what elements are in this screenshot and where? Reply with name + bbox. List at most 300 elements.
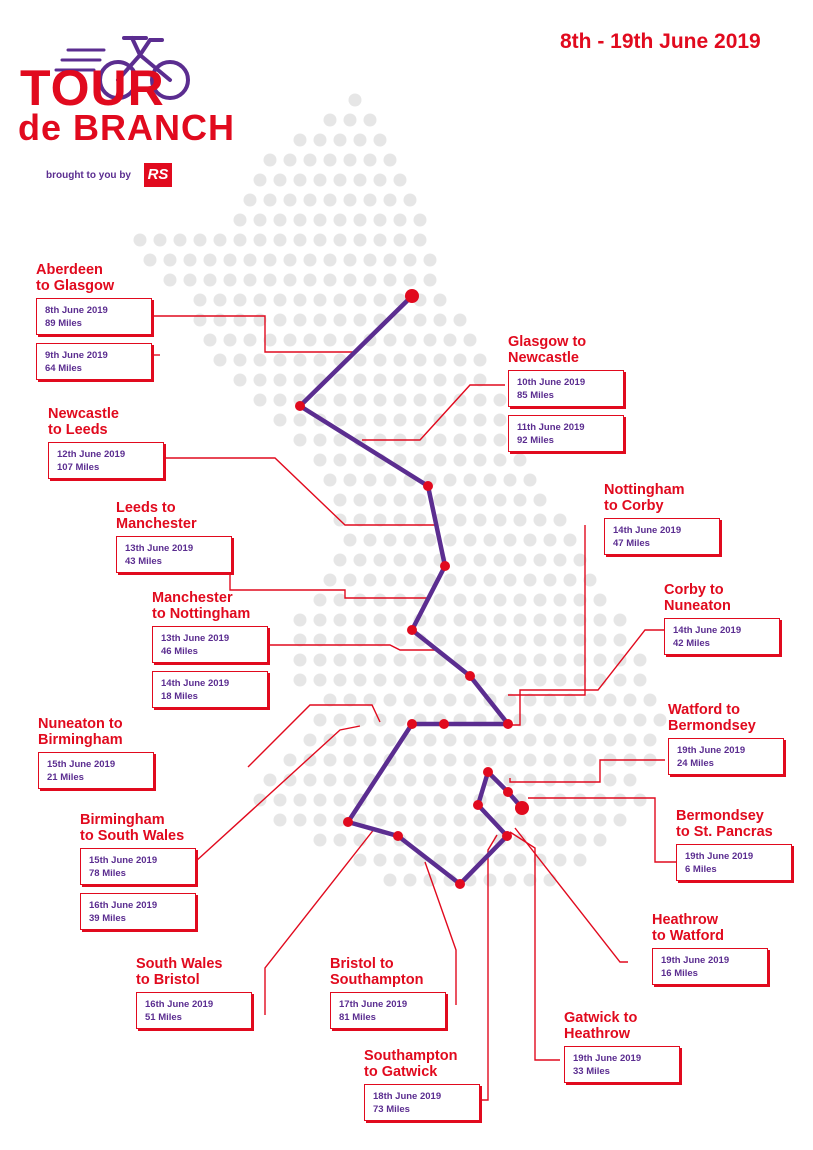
- map-dot: [334, 394, 347, 407]
- stage-title: South Wales to Bristol: [136, 956, 223, 988]
- stop-marker: [439, 719, 449, 729]
- map-dot: [494, 494, 507, 507]
- map-dot: [394, 494, 407, 507]
- map-dot: [514, 554, 527, 567]
- map-dot: [334, 834, 347, 847]
- stage-date: 13th June 2019: [161, 633, 230, 644]
- map-dot: [374, 494, 387, 507]
- map-dot: [374, 294, 387, 307]
- map-dot: [364, 274, 377, 287]
- map-dot: [214, 234, 227, 247]
- stage-day-box: [330, 992, 446, 1029]
- map-dot: [454, 514, 467, 527]
- map-dot: [384, 274, 397, 287]
- map-dot: [354, 654, 367, 667]
- map-dot: [274, 414, 287, 427]
- map-dot: [514, 654, 527, 667]
- map-dot: [614, 794, 627, 807]
- map-dot: [384, 254, 397, 267]
- map-dot: [254, 214, 267, 227]
- map-dot: [294, 794, 307, 807]
- map-dot: [414, 794, 427, 807]
- leader-line: [515, 828, 628, 962]
- map-dot: [244, 254, 257, 267]
- map-dot: [374, 614, 387, 627]
- map-dot: [474, 494, 487, 507]
- map-dot: [404, 774, 417, 787]
- map-dot: [274, 814, 287, 827]
- map-dot: [634, 714, 647, 727]
- map-dot: [564, 574, 577, 587]
- map-dot: [364, 154, 377, 167]
- map-dot: [544, 754, 557, 767]
- map-dot: [354, 854, 367, 867]
- stage-nottingham-corby: [604, 482, 720, 555]
- map-dot: [444, 334, 457, 347]
- map-dot: [374, 854, 387, 867]
- stage-miles: 85 Miles: [517, 390, 554, 401]
- stage-date: 15th June 2019: [47, 759, 116, 770]
- map-dot: [474, 814, 487, 827]
- map-dot: [514, 814, 527, 827]
- map-dot: [354, 494, 367, 507]
- map-dot: [314, 614, 327, 627]
- map-dot: [554, 674, 567, 687]
- map-dot: [364, 254, 377, 267]
- map-dot: [514, 614, 527, 627]
- stage-date: 13th June 2019: [125, 543, 194, 554]
- map-dot: [244, 194, 257, 207]
- map-dot: [434, 434, 447, 447]
- map-dot: [344, 114, 357, 127]
- map-dot: [434, 354, 447, 367]
- map-dot: [454, 834, 467, 847]
- stage-title: Southampton to Gatwick: [364, 1048, 458, 1080]
- stop-marker: [503, 719, 513, 729]
- map-dot: [354, 354, 367, 367]
- map-dot: [594, 814, 607, 827]
- map-dot: [294, 354, 307, 367]
- stage-miles: 89 Miles: [45, 318, 82, 329]
- map-dot: [584, 734, 597, 747]
- map-dot: [274, 354, 287, 367]
- map-dot: [254, 354, 267, 367]
- stage-date: 11th June 2019: [517, 422, 585, 433]
- map-dot: [314, 834, 327, 847]
- map-dot: [454, 414, 467, 427]
- map-dot: [484, 734, 497, 747]
- map-dot: [434, 494, 447, 507]
- stage-watford-bermondsey: [668, 702, 784, 775]
- map-dot: [644, 694, 657, 707]
- map-dot: [314, 654, 327, 667]
- map-dot: [314, 674, 327, 687]
- map-dot: [384, 574, 397, 587]
- map-dot: [514, 514, 527, 527]
- logo-title-de-branch: de BRANCH: [18, 107, 236, 148]
- map-dot: [474, 634, 487, 647]
- map-dot: [444, 734, 457, 747]
- map-dot: [224, 254, 237, 267]
- map-dot: [324, 474, 337, 487]
- map-dot: [454, 614, 467, 627]
- map-dot: [484, 874, 497, 887]
- map-dot: [534, 714, 547, 727]
- leader-line: [362, 385, 505, 440]
- map-dot: [334, 714, 347, 727]
- map-dot: [454, 314, 467, 327]
- map-dot: [344, 254, 357, 267]
- map-dot: [584, 754, 597, 767]
- map-dot: [544, 574, 557, 587]
- map-dot: [314, 394, 327, 407]
- map-dot: [274, 234, 287, 247]
- map-dot: [224, 274, 237, 287]
- map-dot: [364, 474, 377, 487]
- map-dot: [494, 634, 507, 647]
- map-dot: [284, 274, 297, 287]
- stage-day-box: [564, 1046, 680, 1083]
- map-dot: [434, 314, 447, 327]
- stage-miles: 33 Miles: [573, 1066, 610, 1077]
- map-dot: [494, 594, 507, 607]
- map-dot: [194, 234, 207, 247]
- map-dot: [444, 474, 457, 487]
- map-dot: [244, 274, 257, 287]
- stage-miles: 16 Miles: [661, 968, 698, 979]
- map-dot: [394, 794, 407, 807]
- stage-corby-nuneaton: [664, 582, 780, 655]
- stop-marker: [502, 831, 512, 841]
- map-dot: [234, 214, 247, 227]
- stage-title: Nottingham to Corby: [604, 482, 685, 514]
- map-dot: [474, 514, 487, 527]
- map-dot: [394, 634, 407, 647]
- map-dot: [374, 214, 387, 227]
- stage-nuneaton-birmingham: [38, 716, 154, 789]
- uk-dot-map: [134, 94, 667, 887]
- map-dot: [334, 654, 347, 667]
- map-dot: [484, 574, 497, 587]
- date-range: 8th - 19th June 2019: [560, 30, 761, 53]
- map-dot: [374, 594, 387, 607]
- map-dot: [494, 394, 507, 407]
- stage-title: Birmingham to South Wales: [80, 812, 185, 844]
- map-dot: [394, 214, 407, 227]
- map-dot: [594, 654, 607, 667]
- map-dot: [404, 254, 417, 267]
- map-dot: [314, 354, 327, 367]
- map-dot: [344, 754, 357, 767]
- map-dot: [344, 774, 357, 787]
- stage-birmingham-south-wales: [80, 812, 196, 930]
- leader-line: [265, 645, 435, 650]
- map-dot: [374, 174, 387, 187]
- map-dot: [454, 374, 467, 387]
- stage-leeds-manchester: [116, 500, 232, 573]
- map-dot: [414, 814, 427, 827]
- map-dot: [444, 534, 457, 547]
- map-dot: [334, 554, 347, 567]
- map-dot: [354, 174, 367, 187]
- map-dot: [204, 274, 217, 287]
- map-dot: [284, 254, 297, 267]
- map-dot: [404, 534, 417, 547]
- stop-marker: [515, 801, 529, 815]
- stage-miles: 43 Miles: [125, 556, 162, 567]
- map-dot: [284, 754, 297, 767]
- map-dot: [274, 374, 287, 387]
- map-dot: [294, 374, 307, 387]
- map-dot: [304, 254, 317, 267]
- stage-miles: 64 Miles: [45, 363, 82, 374]
- stage-day-box: [508, 370, 624, 407]
- map-dot: [344, 574, 357, 587]
- map-dot: [504, 574, 517, 587]
- map-dot: [324, 114, 337, 127]
- map-dot: [554, 514, 567, 527]
- map-dot: [374, 714, 387, 727]
- map-dot: [424, 334, 437, 347]
- map-dot: [594, 794, 607, 807]
- map-dot: [434, 614, 447, 627]
- map-dot: [384, 534, 397, 547]
- stage-miles: 73 Miles: [373, 1104, 410, 1115]
- map-dot: [314, 134, 327, 147]
- map-dot: [304, 274, 317, 287]
- map-dot: [344, 334, 357, 347]
- map-dot: [624, 694, 637, 707]
- map-dot: [284, 334, 297, 347]
- map-dot: [594, 594, 607, 607]
- stage-date: 14th June 2019: [613, 525, 682, 536]
- map-dot: [494, 674, 507, 687]
- map-dot: [414, 554, 427, 567]
- stop-marker: [465, 671, 475, 681]
- map-dot: [454, 794, 467, 807]
- map-dot: [564, 534, 577, 547]
- leader-line: [510, 832, 560, 1060]
- stage-gatwick-heathrow: [564, 1010, 680, 1083]
- map-dot: [314, 594, 327, 607]
- map-dot: [274, 214, 287, 227]
- map-dot: [304, 334, 317, 347]
- stage-day-box: [152, 671, 268, 708]
- map-dot: [634, 654, 647, 667]
- map-dot: [554, 554, 567, 567]
- stage-day-box: [508, 415, 624, 452]
- map-dot: [214, 354, 227, 367]
- map-dot: [334, 134, 347, 147]
- map-dot: [244, 334, 257, 347]
- map-dot: [404, 194, 417, 207]
- map-dot: [224, 334, 237, 347]
- map-dot: [204, 254, 217, 267]
- map-dot: [324, 334, 337, 347]
- stage-title: Manchester to Nottingham: [152, 590, 251, 622]
- stage-title: Watford to Bermondsey: [668, 702, 756, 734]
- map-dot: [614, 634, 627, 647]
- map-dot: [354, 614, 367, 627]
- map-dot: [584, 774, 597, 787]
- stage-south-wales-bristol: [136, 956, 252, 1029]
- map-dot: [424, 274, 437, 287]
- map-dot: [594, 714, 607, 727]
- map-dot: [374, 234, 387, 247]
- map-dot: [294, 174, 307, 187]
- map-dot: [334, 414, 347, 427]
- map-dot: [294, 414, 307, 427]
- map-dot: [534, 554, 547, 567]
- map-dot: [354, 134, 367, 147]
- map-dot: [354, 214, 367, 227]
- map-dot: [434, 294, 447, 307]
- byline: brought to you by: [46, 170, 131, 181]
- map-dot: [574, 854, 587, 867]
- map-dot: [364, 574, 377, 587]
- map-dot: [354, 674, 367, 687]
- map-dot: [324, 274, 337, 287]
- map-dot: [514, 594, 527, 607]
- map-dot: [414, 414, 427, 427]
- map-dot: [254, 374, 267, 387]
- map-dot: [504, 474, 517, 487]
- map-dot: [404, 754, 417, 767]
- map-dot: [334, 454, 347, 467]
- stage-date: 9th June 2019: [45, 350, 108, 361]
- map-dot: [404, 694, 417, 707]
- map-dot: [314, 234, 327, 247]
- map-dot: [474, 614, 487, 627]
- map-dot: [254, 794, 267, 807]
- map-dot: [334, 174, 347, 187]
- map-dot: [334, 674, 347, 687]
- map-dot: [374, 674, 387, 687]
- stage-date: 14th June 2019: [673, 625, 742, 636]
- map-dot: [314, 794, 327, 807]
- map-dot: [364, 194, 377, 207]
- map-dot: [434, 834, 447, 847]
- map-dot: [294, 434, 307, 447]
- map-dot: [194, 294, 207, 307]
- map-dot: [394, 594, 407, 607]
- map-dot: [464, 774, 477, 787]
- map-dot: [354, 314, 367, 327]
- stage-date: 18th June 2019: [373, 1091, 442, 1102]
- map-dot: [424, 694, 437, 707]
- map-dot: [264, 274, 277, 287]
- map-dot: [234, 294, 247, 307]
- stage-date: 15th June 2019: [89, 855, 158, 866]
- stage-date: 19th June 2019: [661, 955, 730, 966]
- map-dot: [474, 554, 487, 567]
- map-dot: [484, 474, 497, 487]
- map-dot: [484, 534, 497, 547]
- stop-marker: [440, 561, 450, 571]
- map-dot: [614, 814, 627, 827]
- map-dot: [444, 694, 457, 707]
- stage-date: 8th June 2019: [45, 305, 108, 316]
- map-dot: [444, 774, 457, 787]
- map-dot: [334, 234, 347, 247]
- map-dot: [544, 534, 557, 547]
- stage-title: Bermondsey to St. Pancras: [676, 808, 773, 840]
- map-dot: [454, 674, 467, 687]
- map-dot: [514, 454, 527, 467]
- map-dot: [454, 634, 467, 647]
- map-dot: [374, 554, 387, 567]
- map-dot: [414, 354, 427, 367]
- map-dot: [574, 814, 587, 827]
- map-dot: [254, 394, 267, 407]
- map-dot: [344, 274, 357, 287]
- map-dot: [384, 154, 397, 167]
- stop-marker: [503, 787, 513, 797]
- map-dot: [474, 354, 487, 367]
- map-dot: [534, 634, 547, 647]
- map-dot: [374, 414, 387, 427]
- map-dot: [454, 594, 467, 607]
- map-dot: [454, 434, 467, 447]
- map-dot: [254, 234, 267, 247]
- map-dot: [534, 594, 547, 607]
- map-dot: [614, 614, 627, 627]
- map-dot: [554, 654, 567, 667]
- map-dot: [349, 94, 362, 107]
- map-dot: [524, 754, 537, 767]
- map-dot: [384, 334, 397, 347]
- map-dot: [644, 734, 657, 747]
- map-dot: [384, 474, 397, 487]
- map-dot: [264, 774, 277, 787]
- map-dot: [554, 634, 567, 647]
- map-dot: [294, 234, 307, 247]
- map-dot: [434, 634, 447, 647]
- map-dot: [524, 574, 537, 587]
- map-dot: [454, 354, 467, 367]
- map-dot: [184, 274, 197, 287]
- map-dot: [494, 434, 507, 447]
- map-dot: [354, 554, 367, 567]
- map-dot: [354, 394, 367, 407]
- map-dot: [474, 654, 487, 667]
- map-dot: [614, 714, 627, 727]
- map-dot: [424, 754, 437, 767]
- map-dot: [554, 714, 567, 727]
- map-dot: [284, 154, 297, 167]
- map-dot: [534, 654, 547, 667]
- stage-miles: 18 Miles: [161, 691, 198, 702]
- map-dot: [324, 194, 337, 207]
- map-dot: [404, 334, 417, 347]
- map-dot: [374, 794, 387, 807]
- map-dot: [424, 254, 437, 267]
- map-dot: [294, 654, 307, 667]
- map-dot: [464, 754, 477, 767]
- stage-day-box: [48, 442, 164, 479]
- map-dot: [514, 674, 527, 687]
- map-dot: [344, 734, 357, 747]
- map-dot: [304, 734, 317, 747]
- map-dot: [374, 394, 387, 407]
- map-dot: [234, 354, 247, 367]
- map-dot: [454, 554, 467, 567]
- stage-date: 19th June 2019: [685, 851, 754, 862]
- leader-line: [508, 525, 585, 695]
- map-dot: [464, 694, 477, 707]
- map-dot: [314, 294, 327, 307]
- map-dot: [324, 154, 337, 167]
